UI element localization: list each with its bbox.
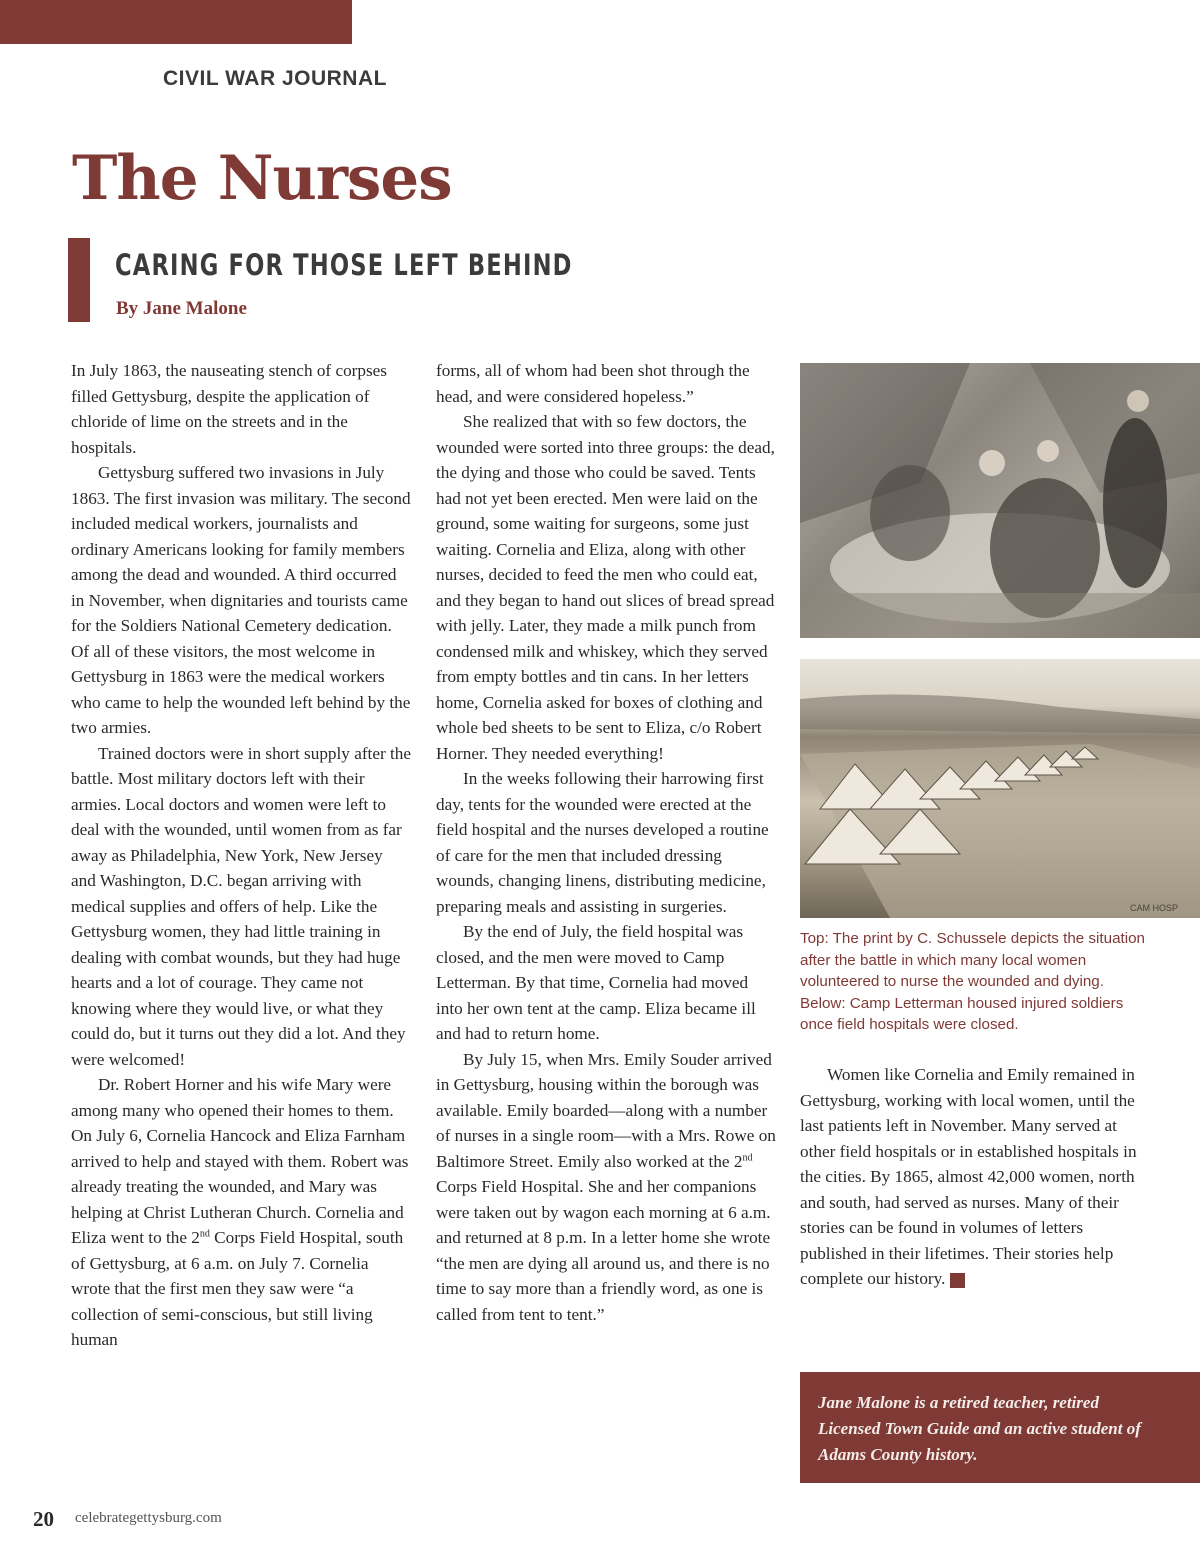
paragraph: In the weeks following their harrowing first day, tents for the wounded were erected at the field hospital and the nurses developed a routine of care for the men that included dressing wounds, changing linens, distributing medicine, preparing meals and assisting in surgeries. — [436, 769, 769, 916]
author-bio-box — [800, 1372, 1200, 1483]
paragraph: forms, all of whom had been shot through the head, and were considered hopeless.” — [436, 361, 750, 406]
byline: By Jane Malone — [116, 298, 247, 319]
photo-caption: Top: The print by C. Schussele depicts the situation after the battle in which many local women volunteered to nurse the wounded and dying. Below: Camp Letterman housed injured soldiers once field hospitals were closed. — [800, 930, 1146, 1033]
schussele-print-image — [800, 363, 1200, 638]
paragraph: In July 1863, the nauseating stench of corpses filled Gettysburg, despite the application of chloride of lime on the streets and in the hospitals. — [71, 361, 387, 457]
nurses-illustration — [800, 363, 1200, 638]
paragraph: Dr. Robert Horner and his wife Mary were among many who opened their homes to them. On July 6, Cornelia Hancock and Eliza Farnham arrived to help and stayed with them. Robert was already treating the wounded, and Mary was helping at Christ Lutheran Church. Cornelia and Eliza went to the 2nd Corps Field Hospital, south of Gettysburg, at 6 a.m. on July 7. Cornelia wrote that the first men they saw were “a collection of semi-conscious, but still living human — [71, 1075, 409, 1349]
tent-rows-illustration — [800, 659, 1200, 918]
article-title: The Nurses — [72, 143, 452, 214]
article-subtitle: CARING FOR THOSE LEFT BEHIND — [115, 248, 573, 282]
section-label: CIVIL WAR JOURNAL — [163, 67, 387, 90]
paragraph: Women like Cornelia and Emily remained in Gettysburg, working with local women, until the last patients left in November. Many served at other field hospitals or in established hospitals in the cities. By 1865, almost 42,000 women, north and south, had served as nurses. Many of their stories can be found in volumes of letters published in their lifetimes. Their stories help complete our history. G — [800, 1065, 1137, 1288]
footer-site-url[interactable]: celebrategettysburg.com — [75, 1510, 222, 1526]
end-mark-icon: G — [950, 1273, 965, 1288]
paragraph: Gettysburg suffered two invasions in July 1863. The first invasion was military. The second included medical workers, journalists and ordinary Americans looking for family members among the dead and wounded. A third occurred in November, when dignitaries and tourists came for the Soldiers National Cemetery dedication. Of all of these visitors, the most welcome in Gettysburg in 1863 were the medical workers who came to help the wounded left behind by the two armies. — [71, 463, 411, 737]
paragraph: Trained doctors were in short supply after the battle. Most military doctors left with their armies. Local doctors and women were left to deal with the wounded, until women from as far away as Philadelphia, New York, New Jersey and Washington, D.C. began arriving with medical supplies and offers of help. Like the Gettysburg women, they had little training in dealing with combat wounds, but they had huge hearts and a lot of courage. They came not knowing where they would live, or what they could do, but it turns out they did a lot. And they were welcomed! — [71, 743, 411, 1069]
body-column-3 — [800, 1062, 1140, 1292]
subtitle-accent-bar — [68, 238, 90, 322]
body-column-2 — [436, 358, 776, 1327]
body-column-1 — [71, 358, 411, 1353]
author-bio: Jane Malone is a retired teacher, retired Licensed Town Guide and an active student of Adams County history. — [818, 1393, 1141, 1464]
photo-mark: CAM HOSP — [1130, 903, 1179, 913]
paragraph: By the end of July, the field hospital was closed, and the men were moved to Camp Letterman. By that time, Cornelia had moved into her own tent at the camp. Eliza became ill and had to return home. — [436, 922, 756, 1043]
paragraph: She realized that with so few doctors, the wounded were sorted into three groups: the dead, the dying and those who could be saved. Tents had not yet been erected. Men were laid on the ground, some waiting for surgeons, some just waiting. Cornelia and Eliza, along with other nurses, decided to feed the men who could eat, and they began to hand out slices of bread spread with jelly. Later, they made a milk punch from condensed milk and whiskey, which they served from empty bottles and tin cans. In her letters home, Cornelia asked for boxes of clothing and whole bed sheets to be sent to Eliza, c/o Robert Horner. They needed everything! — [436, 412, 775, 763]
page-number: 20 — [33, 1507, 54, 1531]
top-accent-bar — [0, 0, 352, 44]
paragraph: By July 15, when Mrs. Emily Souder arrived in Gettysburg, housing within the borough was available. Emily boarded—along with a number of nurses in a single room—with a Mrs. Rowe on Baltimore Street. Emily also worked at the 2nd Corps Field Hospital. She and her companions were taken out by wagon each morning at 6 a.m. and returned at 8 p.m. In a letter home she wrote “the men are dying all around us, and there is no time to say more than a friendly word, as one is called from tent to tent.” — [436, 1049, 776, 1324]
camp-letterman-photo — [800, 659, 1200, 918]
